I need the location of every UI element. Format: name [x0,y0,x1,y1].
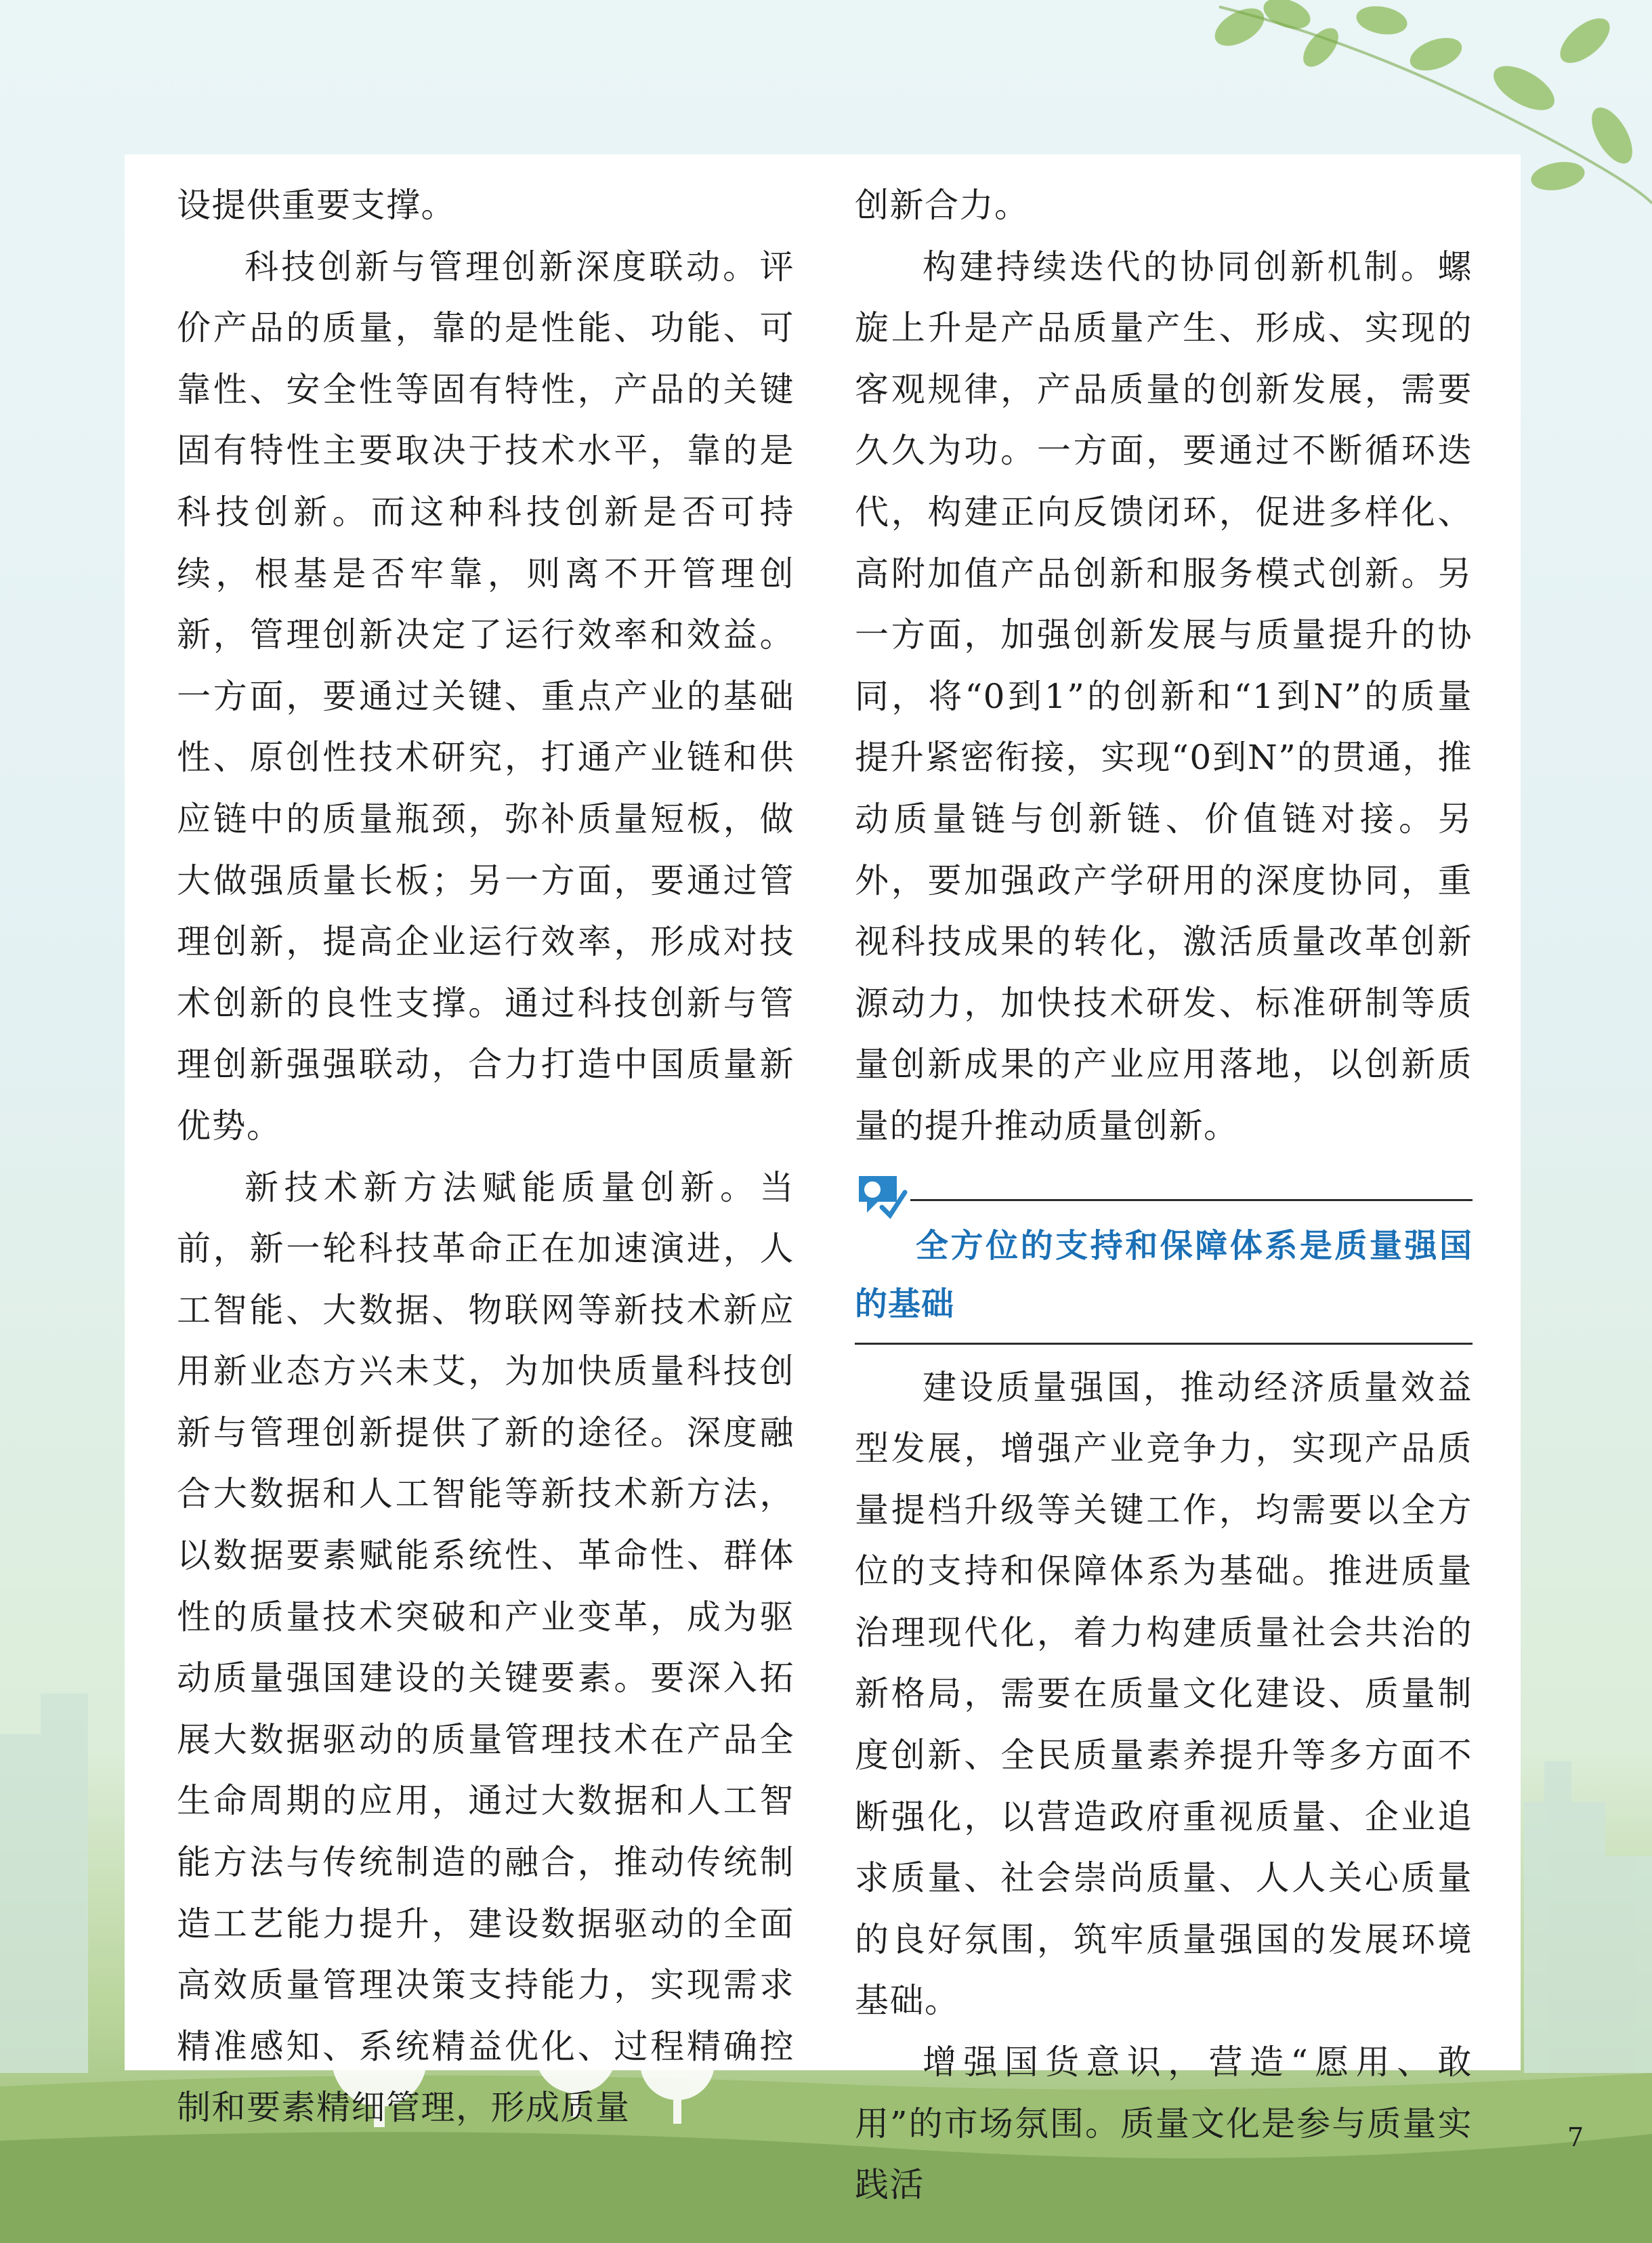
heading-rule [910,1199,1473,1201]
heading-rule [855,1343,1473,1345]
paragraph: 创新合力。 [855,186,1030,225]
left-column [177,175,795,2139]
paragraph: 增强国货意识，营造“愿用、敢用”的市场氛围。质量文化是参与质量实践活 [855,2042,1473,2205]
paragraph: 构建持续迭代的协同创新机制。螺旋上升是产品质量产生、形成、实现的客观规律，产品质量的创新发展，需要久久为功。一方面，要通过不断循环迭代，构建正向反馈闭环，促进多样化、高附加值产品创新和服务模式创新。另一方面，加强创新发展与质量提升的协同，将“0到1”的创新和“1到N”的质量提升紧密衔接，实现“0到N”的贯通，推动质量链与创新链、价值链对接。另外，要加强政产学研用的深度协同，重视科技成果的转化，激活质量改革创新源动力，加快技术研发、标准研制等质量创新成果的产业应用落地，以创新质量的提升推动质量创新。 [855,247,1473,1146]
paragraph: 设提供重要支撑。 [177,186,456,225]
speech-bubble-check-icon [855,1172,909,1222]
section-heading-block [855,1172,1473,1345]
paragraph: 科技创新与管理创新深度联动。评价产品的质量，靠的是性能、功能、可靠性、安全性等固有特性，产品的关键固有特性主要取决于技术水平，靠的是科技创新。而这种科技创新是否可持续，根基是否牢靠，则离不开管理创新，管理创新决定了运行效率和效益。一方面，要通过关键、重点产业的基础性、原创性技术研究，打通产业链和供应链中的质量瓶颈，弥补质量短板，做大做强质量长板；另一方面，要通过管理创新，提高企业运行效率，形成对技术创新的良性支撑。通过科技创新与管理创新强强联动，合力打造中国质量新优势。 [177,247,795,1146]
paragraph: 建设质量强国，推动经济质量效益型发展，增强产业竞争力，实现产品质量提档升级等关键工作，均需要以全方位的支持和保障体系为基础。推进质量治理现代化，着力构建质量社会共治的新格局，需要在质量文化建设、质量制度创新、全民质量素养提升等多方面不断强化，以营造政府重视质量、企业追求质量、社会崇尚质量、人人关心质量的良好氛围，筑牢质量强国的发展环境基础。 [855,1367,1473,2021]
page-number: 7 [1567,2122,1584,2152]
paragraph: 新技术新方法赋能质量创新。当前，新一轮科技革命正在加速演进，人工智能、大数据、物联网等新技术新应用新业态方兴未艾，为加快质量科技创新与管理创新提供了新的途径。深度融合大数据和人工智能等新技术新方法，以数据要素赋能系统性、革命性、群体性的质量技术突破和产业变革，成为驱动质量强国建设的关键要素。要深入拓展大数据驱动的质量管理技术在产品全生命周期的应用，通过大数据和人工智能方法与传统制造的融合，推动传统制造工艺能力提升，建设数据驱动的全面高效质量管理决策支持能力，实现需求精准感知、系统精益优化、过程精确控制和要素精细管理，形成质量 [177,1167,795,2128]
right-column [855,175,1473,2216]
section-heading: 全方位的支持和保障体系是质量强国的基础 [855,1226,1473,1323]
